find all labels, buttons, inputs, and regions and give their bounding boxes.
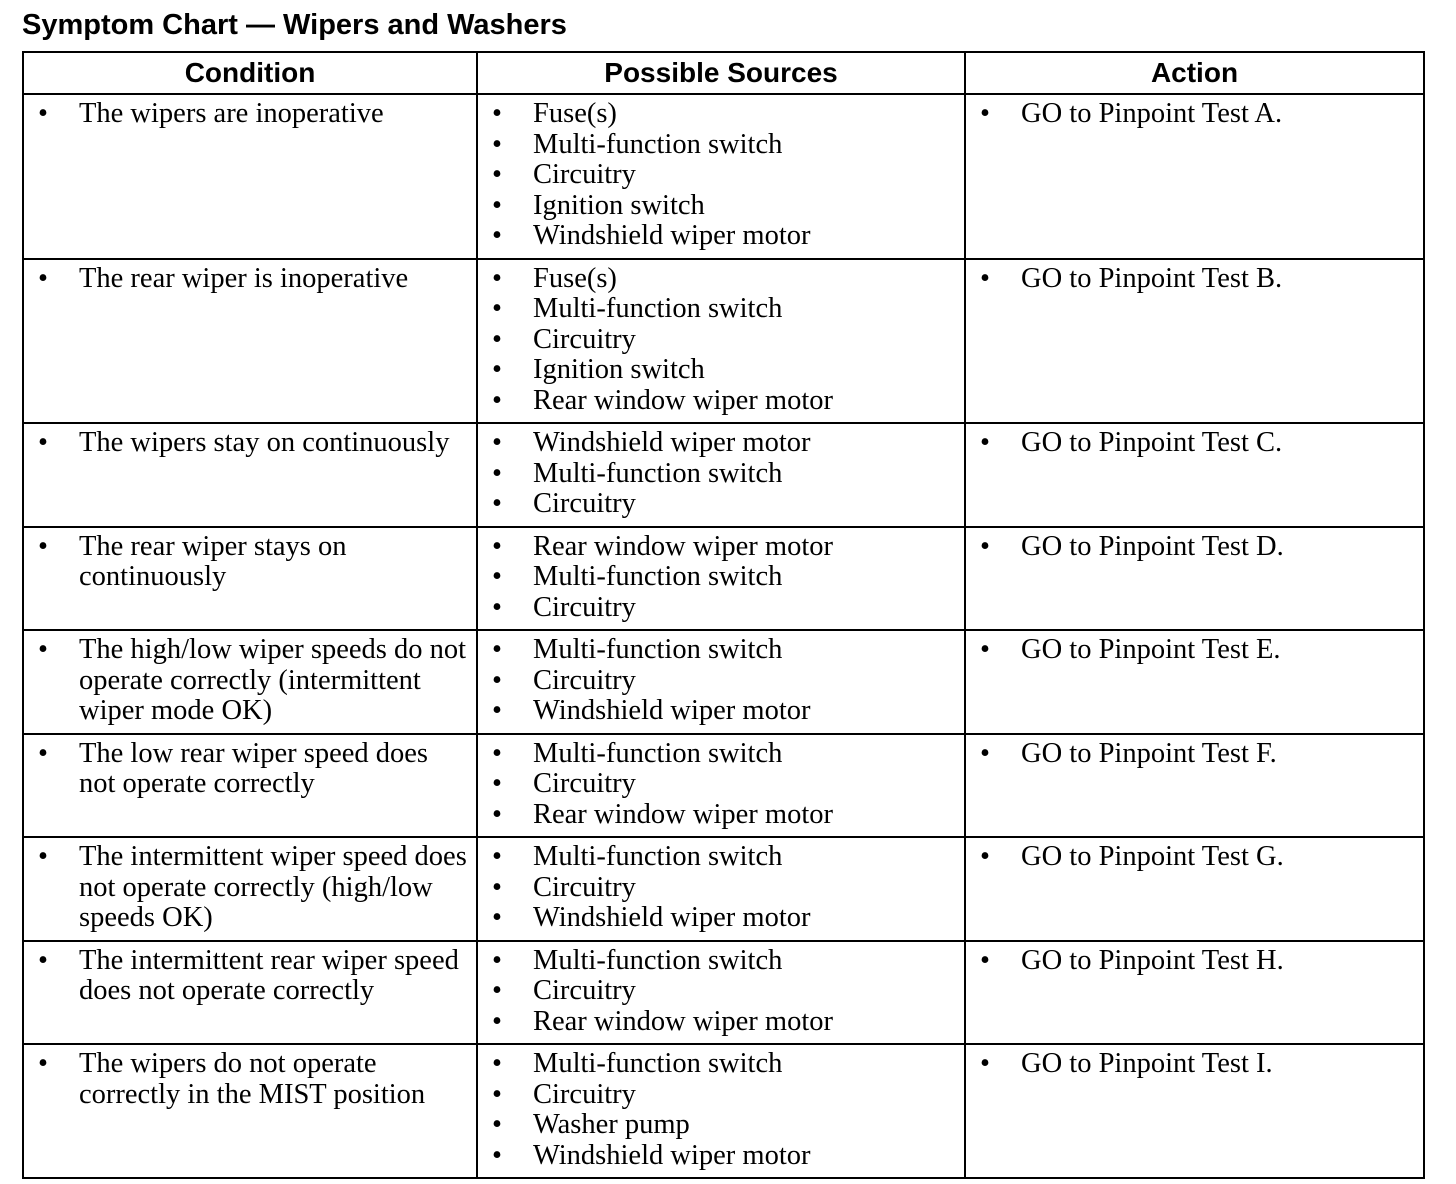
possible-sources-cell-list bbox=[478, 428, 964, 520]
table-row bbox=[23, 734, 1424, 838]
list-item-text: Rear window wiper motor bbox=[533, 384, 833, 416]
list-item-text: Windshield wiper motor bbox=[533, 695, 811, 726]
list-item-text: Circuitry bbox=[533, 1078, 636, 1110]
action-cell bbox=[965, 837, 1424, 941]
list-item bbox=[478, 325, 964, 356]
bullet-icon: • bbox=[38, 262, 48, 294]
page-title: Symptom Chart — Wipers and Washers bbox=[22, 9, 567, 41]
bullet-icon: • bbox=[38, 841, 48, 872]
list-item bbox=[478, 1049, 964, 1080]
possible-sources-cell bbox=[477, 1044, 965, 1178]
bullet-icon: • bbox=[980, 634, 990, 665]
condition-cell-list bbox=[24, 264, 476, 295]
action-cell-list bbox=[966, 1049, 1423, 1080]
list-item bbox=[24, 1049, 476, 1110]
list-item bbox=[478, 1141, 964, 1172]
list-item-text: Windshield wiper motor bbox=[533, 427, 811, 458]
possible-sources-cell bbox=[477, 734, 965, 838]
condition-cell bbox=[23, 734, 477, 838]
header-action: Action bbox=[965, 52, 1424, 94]
list-item bbox=[966, 946, 1423, 977]
bullet-icon: • bbox=[980, 262, 990, 294]
list-item bbox=[24, 428, 476, 459]
list-item-text: Circuitry bbox=[533, 871, 636, 903]
list-item-text: Circuitry bbox=[533, 323, 636, 355]
list-item-text: Multi-function switch bbox=[533, 128, 783, 160]
list-item-text: Windshield wiper motor bbox=[533, 220, 811, 251]
bullet-icon: • bbox=[492, 902, 502, 933]
list-item-text: Washer pump bbox=[533, 1109, 690, 1140]
action-cell-list bbox=[966, 264, 1423, 295]
list-item-text: The low rear wiper speed does not operate correctly bbox=[79, 737, 428, 799]
bullet-icon: • bbox=[492, 530, 502, 562]
bullet-icon: • bbox=[492, 220, 502, 251]
list-item bbox=[478, 946, 964, 977]
action-cell-list bbox=[966, 428, 1423, 459]
possible-sources-cell-list bbox=[478, 946, 964, 1038]
list-item bbox=[478, 976, 964, 1007]
list-item bbox=[966, 532, 1423, 563]
list-item-text: The rear wiper is inoperative bbox=[79, 262, 409, 294]
action-cell bbox=[965, 94, 1424, 259]
list-item-text: The rear wiper stays on continuously bbox=[79, 530, 347, 592]
bullet-icon: • bbox=[492, 1139, 502, 1171]
bullet-icon: • bbox=[38, 427, 48, 458]
condition-cell bbox=[23, 630, 477, 734]
bullet-icon: • bbox=[492, 293, 502, 324]
list-item bbox=[478, 221, 964, 252]
list-item bbox=[24, 532, 476, 593]
bullet-icon: • bbox=[38, 1048, 48, 1079]
list-item-text: Fuse(s) bbox=[533, 98, 617, 129]
list-item-text: The high/low wiper speeds do not operate correctly (intermittent wiper mode OK) bbox=[79, 634, 467, 726]
bullet-icon: • bbox=[492, 1048, 502, 1079]
bullet-icon: • bbox=[980, 1048, 990, 1079]
possible-sources-cell bbox=[477, 630, 965, 734]
list-item bbox=[478, 1110, 964, 1141]
list-item-text: Rear window wiper motor bbox=[533, 530, 833, 562]
list-item bbox=[24, 946, 476, 1007]
list-item bbox=[478, 800, 964, 831]
bullet-icon: • bbox=[492, 798, 502, 830]
list-item-text: GO to Pinpoint Test H. bbox=[1021, 944, 1284, 976]
list-item-text: Multi-function switch bbox=[533, 1048, 783, 1079]
possible-sources-cell bbox=[477, 941, 965, 1045]
action-cell bbox=[965, 941, 1424, 1045]
bullet-icon: • bbox=[38, 737, 48, 769]
list-item bbox=[24, 842, 476, 934]
action-cell-list bbox=[966, 635, 1423, 666]
bullet-icon: • bbox=[38, 98, 48, 129]
list-item bbox=[478, 489, 964, 520]
list-item bbox=[966, 264, 1423, 295]
list-item-text: Multi-function switch bbox=[533, 634, 783, 665]
list-item-text: GO to Pinpoint Test B. bbox=[1021, 262, 1283, 294]
action-cell-list bbox=[966, 946, 1423, 977]
condition-cell-list bbox=[24, 1049, 476, 1110]
list-item bbox=[478, 769, 964, 800]
table-row bbox=[23, 1044, 1424, 1178]
list-item bbox=[966, 739, 1423, 770]
bullet-icon: • bbox=[492, 384, 502, 416]
list-item bbox=[966, 842, 1423, 873]
action-cell-list bbox=[966, 842, 1423, 873]
table-header-row bbox=[23, 52, 1424, 94]
header-possible-sources: Possible Sources bbox=[477, 52, 965, 94]
list-item bbox=[478, 696, 964, 727]
bullet-icon: • bbox=[492, 1078, 502, 1110]
bullet-icon: • bbox=[492, 488, 502, 519]
action-cell bbox=[965, 734, 1424, 838]
bullet-icon: • bbox=[492, 634, 502, 665]
bullet-icon: • bbox=[492, 737, 502, 769]
bullet-icon: • bbox=[492, 561, 502, 592]
bullet-icon: • bbox=[492, 944, 502, 976]
condition-cell-list bbox=[24, 842, 476, 934]
bullet-icon: • bbox=[492, 975, 502, 1006]
list-item-text: The wipers are inoperative bbox=[79, 98, 384, 129]
condition-cell-list bbox=[24, 739, 476, 800]
bullet-icon: • bbox=[980, 530, 990, 562]
list-item-text: Circuitry bbox=[533, 591, 636, 623]
list-item bbox=[24, 264, 476, 295]
bullet-icon: • bbox=[492, 841, 502, 872]
condition-cell bbox=[23, 941, 477, 1045]
list-item-text: The wipers do not operate correctly in the MIST position bbox=[79, 1048, 426, 1110]
list-item bbox=[478, 99, 964, 130]
list-item bbox=[478, 532, 964, 563]
bullet-icon: • bbox=[492, 591, 502, 623]
possible-sources-cell bbox=[477, 423, 965, 527]
bullet-icon: • bbox=[492, 1109, 502, 1140]
table-body bbox=[23, 94, 1424, 1178]
list-item-text: Circuitry bbox=[533, 768, 636, 799]
list-item bbox=[478, 264, 964, 295]
list-item bbox=[478, 1007, 964, 1038]
list-item bbox=[478, 739, 964, 770]
list-item bbox=[478, 355, 964, 386]
bullet-icon: • bbox=[38, 530, 48, 562]
condition-cell-list bbox=[24, 532, 476, 593]
list-item bbox=[24, 99, 476, 130]
list-item-text: Circuitry bbox=[533, 664, 636, 696]
list-item-text: The intermittent wiper speed does not operate correctly (high/low speeds OK) bbox=[79, 841, 467, 933]
list-item bbox=[478, 191, 964, 222]
list-item-text: Multi-function switch bbox=[533, 457, 783, 489]
list-item bbox=[478, 842, 964, 873]
bullet-icon: • bbox=[492, 768, 502, 799]
list-item bbox=[478, 562, 964, 593]
condition-cell bbox=[23, 259, 477, 424]
list-item-text: Circuitry bbox=[533, 975, 636, 1006]
bullet-icon: • bbox=[980, 737, 990, 769]
possible-sources-cell-list bbox=[478, 532, 964, 624]
list-item-text: Circuitry bbox=[533, 159, 636, 190]
list-item bbox=[966, 428, 1423, 459]
list-item-text: Rear window wiper motor bbox=[533, 1005, 833, 1037]
action-cell-list bbox=[966, 739, 1423, 770]
action-cell bbox=[965, 630, 1424, 734]
list-item bbox=[478, 160, 964, 191]
action-cell-list bbox=[966, 99, 1423, 130]
table-row bbox=[23, 527, 1424, 631]
bullet-icon: • bbox=[492, 871, 502, 903]
table-row bbox=[23, 630, 1424, 734]
condition-cell-list bbox=[24, 635, 476, 727]
possible-sources-cell-list bbox=[478, 635, 964, 727]
symptom-table bbox=[22, 51, 1425, 1179]
list-item bbox=[478, 635, 964, 666]
list-item-text: GO to Pinpoint Test G. bbox=[1021, 841, 1284, 872]
possible-sources-cell bbox=[477, 837, 965, 941]
bullet-icon: • bbox=[38, 634, 48, 665]
list-item-text: Ignition switch bbox=[533, 189, 705, 221]
list-item-text: Multi-function switch bbox=[533, 841, 783, 872]
condition-cell bbox=[23, 837, 477, 941]
action-cell-list bbox=[966, 532, 1423, 563]
list-item bbox=[478, 428, 964, 459]
condition-cell bbox=[23, 527, 477, 631]
list-item bbox=[478, 386, 964, 417]
list-item-text: The intermittent rear wiper speed does not operate correctly bbox=[79, 944, 459, 1006]
list-item-text: Multi-function switch bbox=[533, 737, 783, 769]
list-item-text: Windshield wiper motor bbox=[533, 902, 811, 933]
bullet-icon: • bbox=[492, 427, 502, 458]
condition-cell-list bbox=[24, 428, 476, 459]
bullet-icon: • bbox=[980, 944, 990, 976]
list-item-text: Ignition switch bbox=[533, 354, 705, 385]
possible-sources-cell-list bbox=[478, 739, 964, 831]
action-cell bbox=[965, 259, 1424, 424]
action-cell bbox=[965, 527, 1424, 631]
action-cell bbox=[965, 1044, 1424, 1178]
bullet-icon: • bbox=[38, 944, 48, 976]
possible-sources-cell-list bbox=[478, 264, 964, 417]
list-item-text: GO to Pinpoint Test F. bbox=[1021, 737, 1277, 769]
list-item bbox=[478, 873, 964, 904]
list-item-text: Rear window wiper motor bbox=[533, 798, 833, 830]
bullet-icon: • bbox=[980, 98, 990, 129]
list-item bbox=[478, 1080, 964, 1111]
list-item-text: Multi-function switch bbox=[533, 561, 783, 592]
bullet-icon: • bbox=[492, 664, 502, 696]
possible-sources-cell bbox=[477, 527, 965, 631]
bullet-icon: • bbox=[492, 128, 502, 160]
list-item-text: The wipers stay on continuously bbox=[79, 427, 450, 458]
list-item bbox=[478, 459, 964, 490]
bullet-icon: • bbox=[980, 427, 990, 458]
bullet-icon: • bbox=[492, 98, 502, 129]
list-item bbox=[966, 1049, 1423, 1080]
table-row bbox=[23, 423, 1424, 527]
list-item-text: GO to Pinpoint Test I. bbox=[1021, 1048, 1273, 1079]
table-row bbox=[23, 259, 1424, 424]
list-item bbox=[478, 130, 964, 161]
list-item-text: Multi-function switch bbox=[533, 944, 783, 976]
list-item-text: GO to Pinpoint Test A. bbox=[1021, 98, 1283, 129]
table-row bbox=[23, 837, 1424, 941]
header-condition: Condition bbox=[23, 52, 477, 94]
list-item bbox=[478, 294, 964, 325]
condition-cell bbox=[23, 1044, 477, 1178]
bullet-icon: • bbox=[492, 262, 502, 294]
list-item bbox=[24, 635, 476, 727]
bullet-icon: • bbox=[980, 841, 990, 872]
bullet-icon: • bbox=[492, 354, 502, 385]
list-item bbox=[966, 635, 1423, 666]
bullet-icon: • bbox=[492, 1005, 502, 1037]
bullet-icon: • bbox=[492, 159, 502, 190]
list-item-text: Windshield wiper motor bbox=[533, 1139, 811, 1171]
bullet-icon: • bbox=[492, 323, 502, 355]
possible-sources-cell-list bbox=[478, 842, 964, 934]
table-row bbox=[23, 94, 1424, 259]
list-item-text: Fuse(s) bbox=[533, 262, 617, 294]
condition-cell-list bbox=[24, 99, 476, 130]
list-item-text: GO to Pinpoint Test D. bbox=[1021, 530, 1284, 562]
condition-cell bbox=[23, 94, 477, 259]
condition-cell bbox=[23, 423, 477, 527]
list-item bbox=[478, 666, 964, 697]
list-item bbox=[24, 739, 476, 800]
action-cell bbox=[965, 423, 1424, 527]
possible-sources-cell-list bbox=[478, 99, 964, 252]
table-row bbox=[23, 941, 1424, 1045]
bullet-icon: • bbox=[492, 189, 502, 221]
bullet-icon: • bbox=[492, 457, 502, 489]
possible-sources-cell bbox=[477, 94, 965, 259]
list-item-text: Circuitry bbox=[533, 488, 636, 519]
list-item bbox=[478, 593, 964, 624]
list-item bbox=[478, 903, 964, 934]
condition-cell-list bbox=[24, 946, 476, 1007]
bullet-icon: • bbox=[492, 695, 502, 726]
list-item-text: Multi-function switch bbox=[533, 293, 783, 324]
list-item bbox=[966, 99, 1423, 130]
possible-sources-cell bbox=[477, 259, 965, 424]
list-item-text: GO to Pinpoint Test E. bbox=[1021, 634, 1281, 665]
possible-sources-cell-list bbox=[478, 1049, 964, 1171]
list-item-text: GO to Pinpoint Test C. bbox=[1021, 427, 1283, 458]
